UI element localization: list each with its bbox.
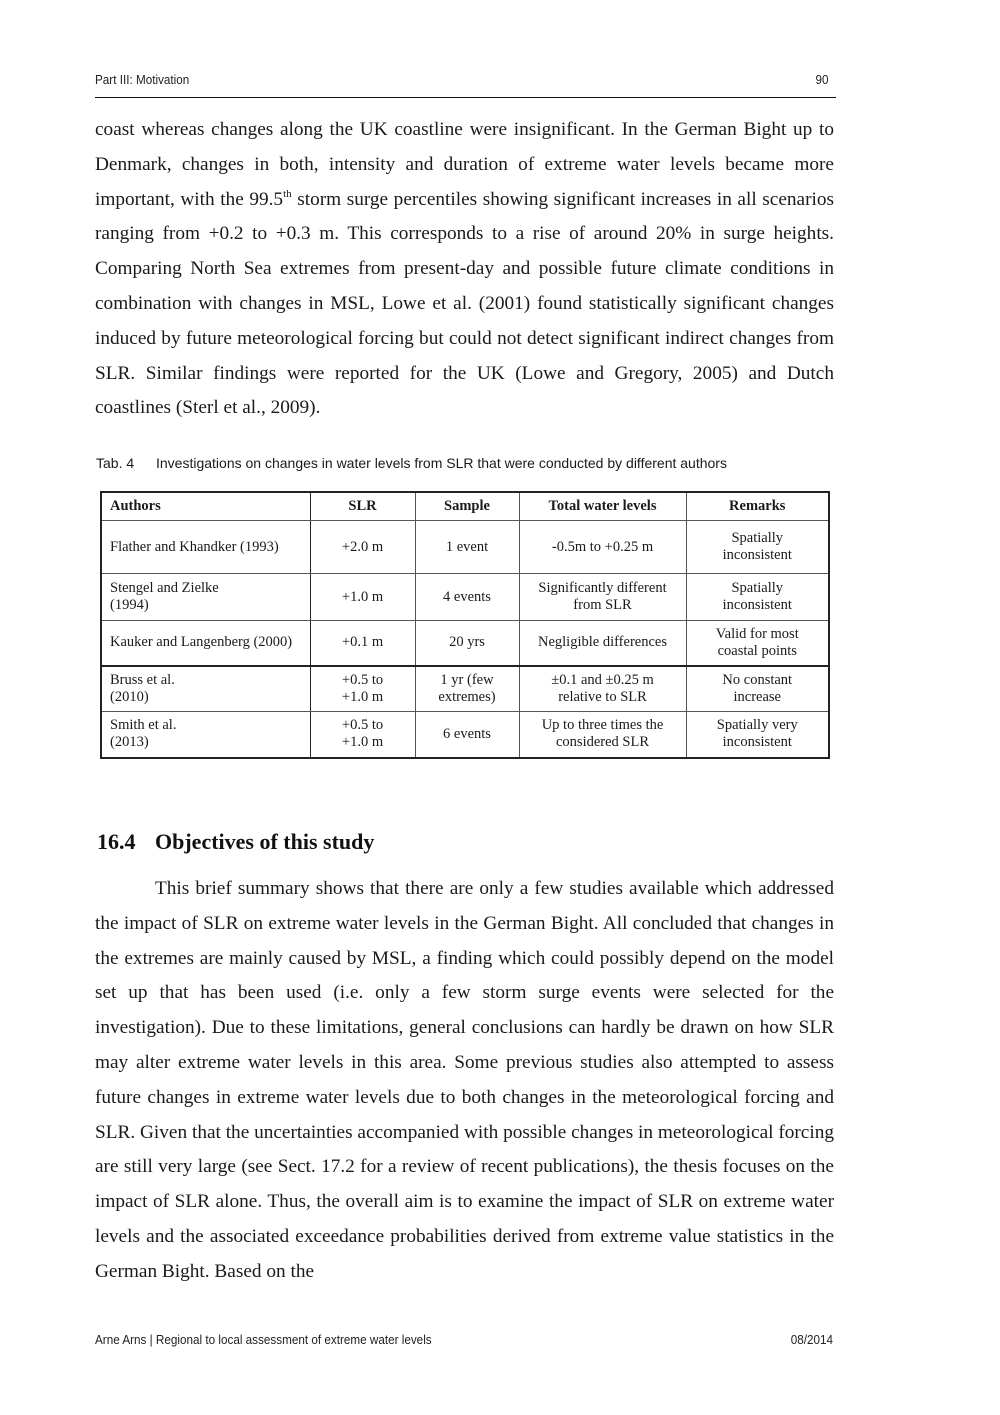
cell-line: (1994) xyxy=(110,597,149,613)
para1-text-a: coast whereas changes along the UK coastline were insignificant. In the German Bight up to Denmark, changes in both, intensity and duration of extreme water levels became more important, with the 99.5 xyxy=(95,119,834,210)
cell-remarks xyxy=(686,574,829,621)
cell-line: 1 event xyxy=(445,538,489,555)
table-row xyxy=(101,621,829,666)
cell-line: Spatially very xyxy=(716,717,798,734)
header-sample: Sample xyxy=(415,492,519,521)
cell-line: from SLR xyxy=(573,597,632,613)
cell-remarks xyxy=(686,666,829,712)
cell-authors xyxy=(101,666,310,712)
cell-sample xyxy=(415,712,519,758)
cell-line: (2010) xyxy=(110,688,149,705)
cell-line: ±0.1 and ±0.25 m xyxy=(551,671,654,688)
cell-total xyxy=(519,712,686,758)
cell-line: +1.0 m xyxy=(341,688,384,705)
cell-total xyxy=(519,621,686,666)
cell-line: (2013) xyxy=(110,734,149,751)
cell-line: 4 events xyxy=(443,588,491,605)
cell-remarks xyxy=(686,521,829,574)
table-caption xyxy=(96,455,727,471)
cell-authors xyxy=(101,574,310,621)
header-remarks: Remarks xyxy=(686,492,829,521)
cell-line: +2.0 m xyxy=(341,538,384,555)
cell-line: inconsistent xyxy=(722,734,792,751)
table-row xyxy=(101,666,829,712)
cell-authors xyxy=(101,521,310,574)
para1-text-b: storm surge percentiles showing significant increases in all scenarios ranging from +0.2 to +0.3 m. This corresponds to a rise of around 20% in surge heights. Comparing North Sea extremes from present-day and possible future climate conditions in combination with changes in MSL, Lowe et al. (2001) found statistically significant changes induced by future meteorological forcing but could not detect significant indirect changes from SLR. Similar findings were reported for the UK (Lowe and Gregory, 2005) and Dutch coastlines (Sterl et al., 2009). xyxy=(95,188,834,419)
cell-line: inconsistent xyxy=(722,597,792,613)
cell-line: increase xyxy=(733,688,781,705)
cell-line: extremes) xyxy=(438,688,496,705)
cell-line: Significantly different xyxy=(538,580,667,596)
table-header-row xyxy=(101,492,829,521)
slr-investigations-table xyxy=(100,491,830,759)
cell-authors xyxy=(101,621,310,666)
cell-line: No constant xyxy=(722,671,793,688)
table-caption-label: Tab. 4 xyxy=(96,455,135,471)
cell-line: Flather and Khandker (1993) xyxy=(110,538,279,555)
cell-line: 6 events xyxy=(443,725,491,742)
cell-line: Spatially xyxy=(731,530,784,546)
para1-superscript: th xyxy=(283,187,292,200)
cell-line: -0.5m to +0.25 m xyxy=(551,538,654,555)
header-slr: SLR xyxy=(310,492,415,521)
header-rule xyxy=(95,97,836,98)
cell-remarks xyxy=(686,621,829,666)
section-title: Objectives of this study xyxy=(155,829,375,854)
cell-authors xyxy=(101,712,310,758)
cell-line: +1.0 m xyxy=(341,588,384,605)
cell-sample xyxy=(415,521,519,574)
cell-sample xyxy=(415,666,519,712)
cell-line: Smith et al. xyxy=(110,717,177,734)
header-page-number: 90 xyxy=(815,72,829,87)
cell-line: Stengel and Zielke xyxy=(110,580,219,596)
table-row xyxy=(101,574,829,621)
cell-line: +0.1 m xyxy=(341,634,384,651)
cell-line: Up to three times the xyxy=(541,717,664,734)
cell-total xyxy=(519,666,686,712)
cell-line: Bruss et al. xyxy=(110,671,175,688)
header-authors: Authors xyxy=(101,492,310,521)
cell-line: coastal points xyxy=(717,642,797,659)
cell-slr xyxy=(310,621,415,666)
cell-line: +0.5 to xyxy=(341,717,384,734)
table-caption-text: Investigations on changes in water levels from SLR that were conducted by different authors xyxy=(156,455,727,471)
cell-line: 20 yrs xyxy=(449,634,485,651)
cell-sample xyxy=(415,621,519,666)
cell-line: considered SLR xyxy=(555,734,650,751)
cell-slr xyxy=(310,666,415,712)
cell-slr xyxy=(310,521,415,574)
header-total-water-levels: Total water levels xyxy=(519,492,686,521)
header-section-title: Part III: Motivation xyxy=(95,72,190,87)
cell-line: Valid for most xyxy=(715,625,799,642)
cell-line: +1.0 m xyxy=(341,734,384,751)
section-number: 16.4 xyxy=(97,829,136,854)
cell-slr xyxy=(310,574,415,621)
body-paragraph-1 xyxy=(95,113,834,426)
cell-line: relative to SLR xyxy=(558,688,647,705)
cell-sample xyxy=(415,574,519,621)
cell-line: 1 yr (few xyxy=(440,671,494,688)
cell-line: Negligible differences xyxy=(538,634,667,651)
cell-slr xyxy=(310,712,415,758)
cell-total xyxy=(519,574,686,621)
table-row xyxy=(101,521,829,574)
body-paragraph-2: This brief summary shows that there are only a few studies available which addressed the impact of SLR on extreme water levels in the German Bight. All concluded that changes in the extremes are mainly caused by MSL, a finding which could possibly depend on the model set up that has been used (i.e. only a few storm surge events were selected for the investigation). Due to these limitations, general conclusions can hardly be drawn on how SLR may alter extreme water levels in this area. Some previous studies also attempted to assess future changes in extreme water levels due to both changes in the meteorological forcing and SLR. Given that the uncertainties accompanied with possible changes in meteorological forcing are still very large (see Sect. 17.2 for a review of recent publications), the thesis focuses on the impact of SLR alone. Thus, the overall aim is to examine the impact of SLR on extreme water levels and the associated exceedance probabilities derived from extreme value statistics in the German Bight. Based on the xyxy=(95,878,834,1282)
section-heading xyxy=(97,829,374,855)
footer-date: 08/2014 xyxy=(790,1332,833,1347)
cell-line: Spatially xyxy=(731,580,784,596)
cell-line: Kauker and Langenberg (2000) xyxy=(110,634,293,651)
cell-line: +0.5 to xyxy=(341,671,384,688)
cell-total xyxy=(519,521,686,574)
cell-line: inconsistent xyxy=(722,547,792,563)
footer-author-title: Arne Arns | Regional to local assessment of extreme water levels xyxy=(95,1332,432,1347)
table-row xyxy=(101,712,829,758)
running-header xyxy=(95,70,829,90)
cell-remarks xyxy=(686,712,829,758)
